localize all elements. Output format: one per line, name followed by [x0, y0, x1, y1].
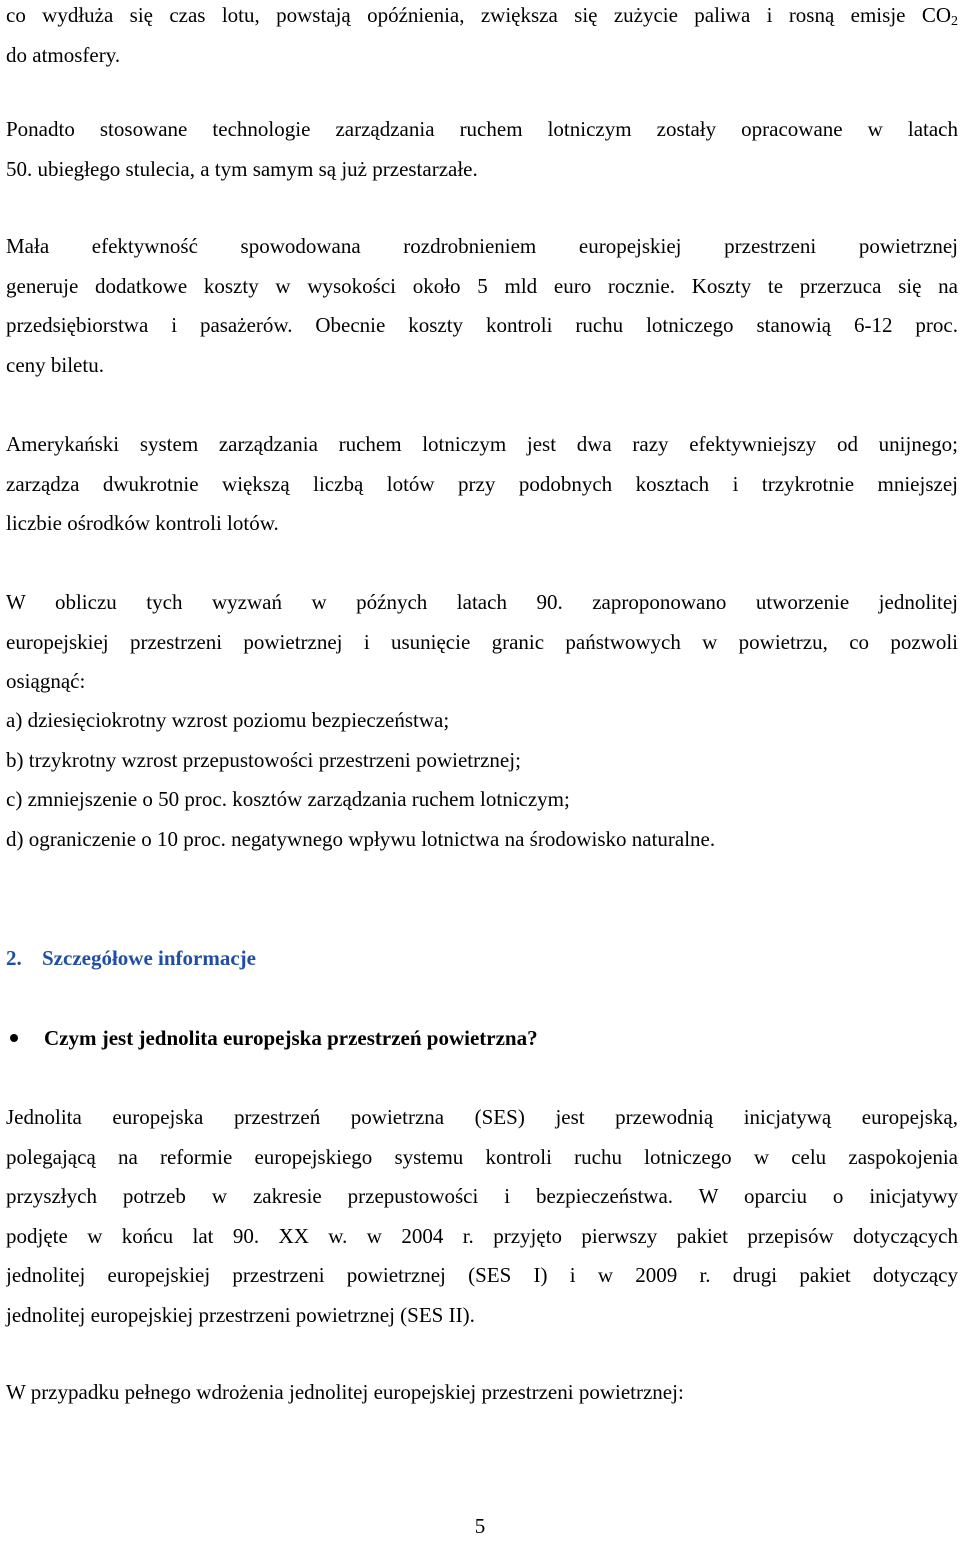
paragraph-line: do atmosfery. — [6, 42, 121, 67]
list-item: b) trzykrotny wzrost przepustowości przestrzeni powietrznej; — [6, 747, 521, 772]
paragraph-line: 50. ubiegłego stulecia, a tym samym są już przestarzałe. — [6, 156, 478, 181]
paragraph-line: Mała efektywność spowodowana rozdrobnieniem europejskiej przestrzeni powietrznej — [6, 234, 958, 258]
paragraph-line: podjęte w końcu lat 90. XX w. w 2004 r. przyjęto pierwszy pakiet przepisów dotyczących — [6, 1223, 958, 1248]
paragraph-challenges — [6, 583, 958, 702]
paragraph-line: osiągnąć: — [6, 669, 86, 693]
paragraph-line: W przypadku pełnego wdrożenia jednolitej europejskiej przestrzeni powietrznej: — [6, 1380, 684, 1404]
bullet-question — [6, 1020, 538, 1056]
paragraph-line: W obliczu tych wyzwań w późnych latach 90. zaproponowano utworzenie jednolitej — [6, 590, 958, 614]
paragraph-ses-definition — [6, 1098, 958, 1335]
paragraph-line: Amerykański system zarządzania ruchem lotniczym jest dwa razy efektywniejszy od unijnego; — [6, 432, 958, 456]
subscript-2: 2 — [951, 14, 958, 29]
paragraph-technology — [6, 110, 958, 189]
paragraph-line: przedsiębiorstwa i pasażerów. Obecnie koszty kontroli ruchu lotniczego stanowią 6-12 proc. — [6, 313, 958, 337]
paragraph-line: jednolitej europejskiej przestrzeni powietrznej (SES II). — [6, 1302, 475, 1327]
paragraph-line: zarządza dwukrotnie większą liczbą lotów przy podobnych kosztach i trzykrotnie mniejszej — [6, 471, 958, 496]
paragraph-full-implementation — [6, 1373, 958, 1413]
paragraph-emissions — [6, 0, 958, 75]
paragraph-line — [6, 0, 958, 36]
paragraph-efficiency — [6, 227, 958, 385]
page-number: 5 — [474, 1514, 486, 1538]
paragraph-line: Jednolita europejska przestrzeń powietrzna (SES) jest przewodnią inicjatywą europejską, — [6, 1105, 958, 1129]
bullet-icon — [10, 1034, 18, 1042]
paragraph-line: generuje dodatkowe koszty w wysokości około 5 mld euro rocznie. Koszty te przerzuca się na — [6, 273, 958, 298]
list-item: d) ograniczenie o 10 proc. negatywnego wpływu lotnictwa na środowisko naturalne. — [6, 826, 716, 851]
paragraph-line-text: co wydłuża się czas lotu, powstają opóźnienia, zwiększa się zużycie paliwa i rosną emisje CO — [6, 3, 951, 27]
paragraph-line: europejskiej przestrzeni powietrznej i usunięcie granic państwowych w powietrzu, co pozwoli — [6, 629, 958, 654]
paragraph-line: jednolitej europejskiej przestrzeni powietrznej (SES I) i w 2009 r. drugi pakiet dotyczący — [6, 1263, 958, 1287]
paragraph-line: liczbie ośrodków kontroli lotów. — [6, 511, 279, 535]
paragraph-line: przyszłych potrzeb w zakresie przepustowości i bezpieczeństwa. W oparciu o inicjatywy — [6, 1184, 958, 1208]
paragraph-line: Ponadto stosowane technologie zarządzania ruchem lotniczym zostały opracowane w latach — [6, 117, 958, 141]
section-title: Szczegółowe informacje — [42, 946, 256, 970]
list-item: c) zmniejszenie o 50 proc. kosztów zarządzania ruchem lotniczym; — [6, 787, 570, 811]
list-item: a) dziesięciokrotny wzrost poziomu bezpieczeństwa; — [6, 708, 450, 732]
paragraph-american-system — [6, 425, 958, 544]
section-number: 2. — [6, 946, 22, 970]
section-heading — [6, 940, 256, 976]
paragraph-line: ceny biletu. — [6, 352, 104, 377]
bullet-question-text: Czym jest jednolita europejska przestrzeń powietrzna? — [44, 1026, 538, 1050]
goals-list — [6, 701, 958, 859]
paragraph-line: polegającą na reformie europejskiego systemu kontroli ruchu lotniczego w celu zaspokojenia — [6, 1144, 958, 1169]
